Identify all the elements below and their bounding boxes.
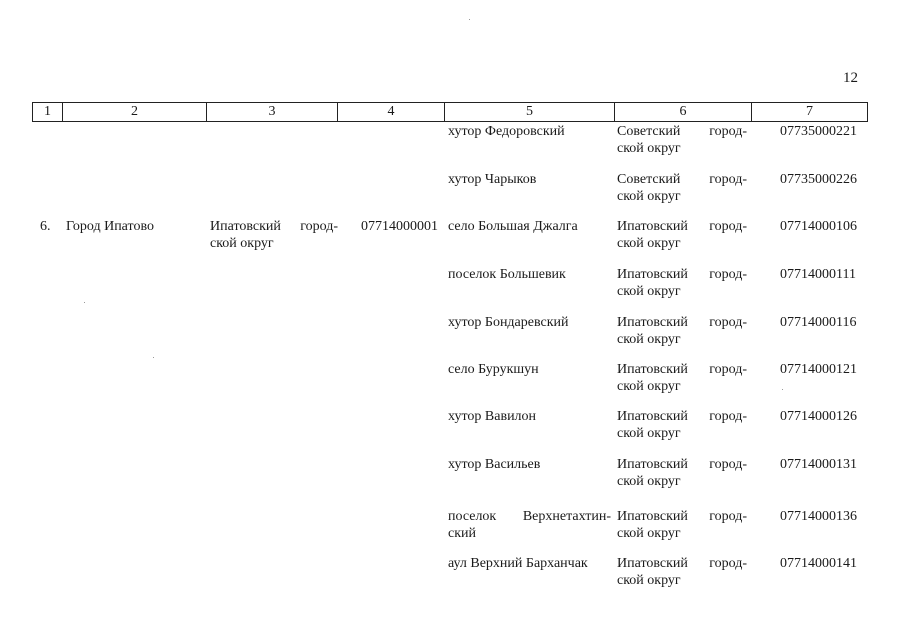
settlement-name: хутор Бондаревский [448, 315, 569, 330]
district-name: Ипатовский город- ской округ [617, 509, 747, 541]
district-name: Советский город- ской округ [617, 124, 747, 156]
settlement-name: аул Верхний Барханчак [448, 556, 588, 571]
scan-speck [469, 19, 470, 20]
scan-speck [782, 389, 783, 390]
scan-speck [153, 357, 154, 358]
settlement-name: хутор Федоровский [448, 124, 565, 139]
settlement-code: 07714000136 [780, 509, 857, 524]
settlement-name: хутор Чарыков [448, 172, 537, 187]
settlement-name: поселок Большевик [448, 267, 566, 282]
header-cell: 4 [338, 103, 445, 121]
municipality-name: Город Ипатово [66, 219, 154, 234]
settlement-code: 07714000126 [780, 409, 857, 424]
settlement-code: 07735000226 [780, 172, 857, 187]
settlement-name: село Бурукшун [448, 362, 539, 377]
municipal-okrug: Ипатовский город- ской округ [210, 219, 338, 251]
district-name: Ипатовский город- ской округ [617, 457, 747, 489]
header-cell: 1 [33, 103, 63, 121]
scan-speck [84, 302, 85, 303]
district-name: Ипатовский город- ской округ [617, 362, 747, 394]
header-cell: 5 [445, 103, 615, 121]
row-number: 6. [40, 219, 51, 234]
district-name: Ипатовский город- ской округ [617, 315, 747, 347]
settlement-code: 07714000121 [780, 362, 857, 377]
header-cell: 3 [207, 103, 338, 121]
settlement-code: 07735000221 [780, 124, 857, 139]
settlement-name: село Большая Джалга [448, 219, 578, 234]
header-cell: 6 [615, 103, 752, 121]
district-name: Ипатовский город- ской округ [617, 556, 747, 588]
settlement-code: 07714000111 [780, 267, 856, 282]
settlement-name: хутор Васильев [448, 457, 541, 472]
okrug-code: 07714000001 [361, 219, 438, 234]
settlement-code: 07714000106 [780, 219, 857, 234]
settlement-code: 07714000131 [780, 457, 857, 472]
settlement-name: поселок Верхнетахтин- ский [448, 509, 611, 541]
settlement-code: 07714000141 [780, 556, 857, 571]
settlement-code: 07714000116 [780, 315, 857, 330]
settlement-name: хутор Вавилон [448, 409, 537, 424]
header-cell: 2 [63, 103, 207, 121]
header-cell: 7 [752, 103, 868, 121]
district-name: Советский город- ской округ [617, 172, 747, 204]
page-number: 12 [843, 70, 858, 86]
district-name: Ипатовский город- ской округ [617, 219, 747, 251]
district-name: Ипатовский город- ской округ [617, 409, 747, 441]
district-name: Ипатовский город- ской округ [617, 267, 747, 299]
